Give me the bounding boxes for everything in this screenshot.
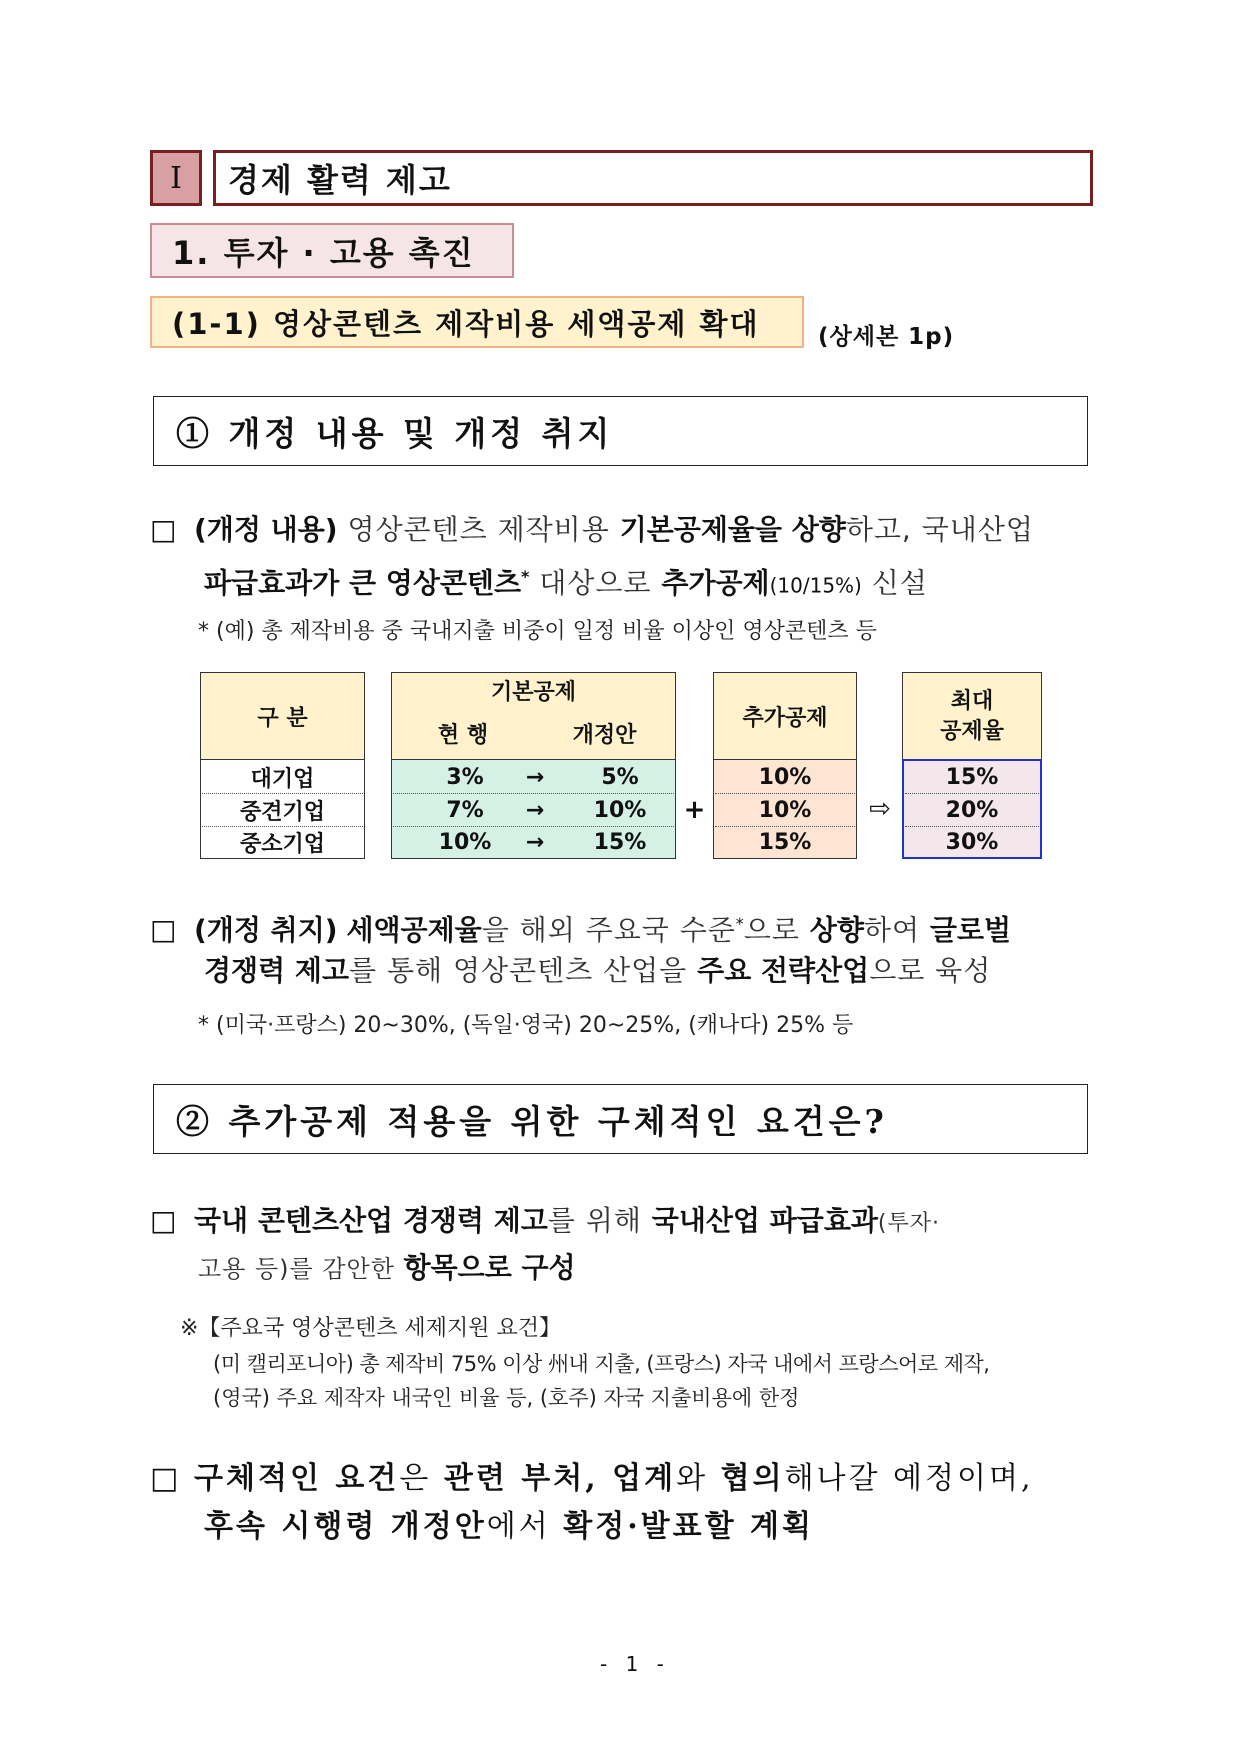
checkbox-glyph: □ xyxy=(150,513,177,546)
table-cell-max: 15% xyxy=(945,764,999,790)
table-row-category: 중소기업 xyxy=(202,826,363,857)
section-numeral: Ⅰ xyxy=(150,150,202,206)
item-reference: (상세본 1p) xyxy=(818,324,955,350)
page-number: - 1 - xyxy=(600,1652,670,1676)
footnote-purpose: * (미국·프랑스) 20~30%, (독일·영국) 20~25%, (캐나다) 25% 등 xyxy=(198,1013,854,1038)
header-max-rate: 최대 공제율 xyxy=(902,672,1042,760)
table-cell-additional: 15% xyxy=(715,826,855,857)
paragraph-next-steps: □ 구체적인 요건은 관련 부처, 업계와 협의해나갈 예정이며, xyxy=(150,1455,1100,1503)
reference-line-1: (미 캘리포니아) 총 제작비 75% 이상 州내 지출, (프랑스) 자국 내에서 프랑스어로 제작, xyxy=(213,1352,990,1376)
table-cell-additional: 10% xyxy=(715,793,855,826)
plus-icon: + xyxy=(683,795,706,825)
arrow-icon: → xyxy=(525,829,545,855)
header-category: 구 분 xyxy=(200,672,365,760)
table-cell-revised: 10% xyxy=(593,797,647,823)
question-2-box: ② 추가공제 적용을 위한 구체적인 요건은? xyxy=(153,1084,1088,1154)
paragraph-revision-content: □ (개정 내용) 영상콘텐츠 제작비용 기본공제율을 상향하고, 국내산업 xyxy=(150,506,1100,554)
header-revised: 개정안 xyxy=(534,707,676,760)
section-title: 경제 활력 제고 xyxy=(213,150,1093,206)
table-cell-current: 3% xyxy=(446,764,484,790)
table-cell-current: 10% xyxy=(438,829,492,855)
paragraph-requirements-line2: 고용 등)를 감안한 항목으로 구성 xyxy=(198,1251,576,1284)
paragraph-revision-purpose-line2: 경쟁력 제고를 통해 영상콘텐츠 산업을 주요 전략산업으로 육성 xyxy=(204,954,992,987)
header-additional-deduction: 추가공제 xyxy=(713,672,857,760)
subsection-title: 1. 투자 · 고용 촉진 xyxy=(150,223,514,278)
reference-line-2: (영국) 주요 제작자 내국인 비율 등, (호주) 자국 지출비용에 한정 xyxy=(213,1386,800,1410)
table-cell-revised: 15% xyxy=(593,829,647,855)
table-row-category: 대기업 xyxy=(250,766,315,792)
item-title: (1-1) 영상콘텐츠 제작비용 세액공제 확대 xyxy=(150,296,804,348)
table-row-category: 중견기업 xyxy=(202,793,363,826)
question-1-box: ① 개정 내용 및 개정 취지 xyxy=(153,396,1088,466)
arrow-icon: → xyxy=(525,797,545,823)
paragraph-revision-purpose: □ (개정 취지) 세액공제율을 해외 주요국 수준*으로 상향하여 글로벌 xyxy=(150,900,1100,954)
paragraph-next-steps-line2: 후속 시행령 개정안에서 확정·발표할 계획 xyxy=(204,1509,814,1544)
header-basic-deduction: 기본공제 xyxy=(391,672,676,708)
paragraph-requirements: □ 국내 콘텐츠산업 경쟁력 제고를 위해 국내산업 파급효과(투자· xyxy=(150,1197,1100,1248)
table-cell-max: 20% xyxy=(905,793,1039,826)
table-cell-additional: 10% xyxy=(758,764,812,790)
paragraph-revision-content-line2: 파급효과가 큰 영상콘텐츠* 대상으로 추가공제(10/15%) 신설 xyxy=(204,566,928,600)
arrow-right-icon: ⇨ xyxy=(869,794,891,824)
footnote-revision: * (예) 총 제작비용 중 국내지출 비중이 일정 비율 이상인 영상콘텐츠 등 xyxy=(198,619,877,644)
reference-title: ※【주요국 영상콘텐츠 세제지원 요건】 xyxy=(180,1316,561,1341)
checkbox-glyph: □ xyxy=(150,913,177,947)
table-cell-max: 30% xyxy=(905,826,1039,857)
table-cell-current: 7% xyxy=(446,797,484,823)
header-current: 현 행 xyxy=(391,707,535,760)
table-cell-revised: 5% xyxy=(601,764,639,790)
checkbox-glyph: □ xyxy=(150,1204,177,1237)
checkbox-glyph: □ xyxy=(150,1461,182,1496)
arrow-icon: → xyxy=(525,764,545,790)
